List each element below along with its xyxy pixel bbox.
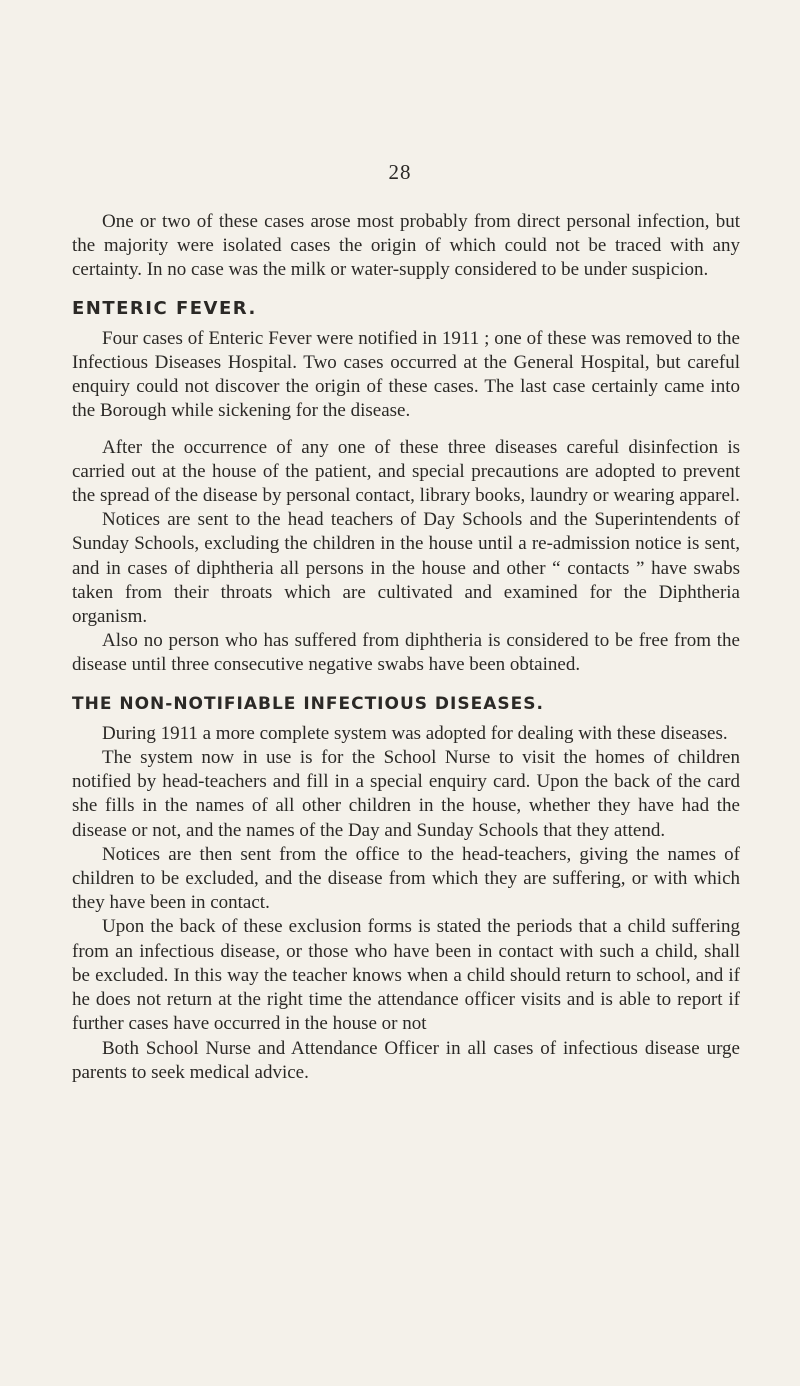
non-notifiable-paragraph-1: During 1911 a more complete system was adopted for dealing with these diseases. (102, 722, 728, 744)
non-notifiable-paragraph-3: Notices are then sent from the office to the head-teachers, giving the names of children to be excluded, and the disease from which they are suffering, or with which they have been in contact. (72, 843, 740, 914)
enteric-paragraph-2: After the occurrence of any one of these three diseases careful disinfection is carried out at the house of the patient, and special precautions are adopted to prevent the spread of the disease by personal contact, library books, laundry or wearing apparel. (72, 436, 740, 507)
non-notifiable-paragraph-5: Both School Nurse and Attendance Officer in all cases of infectious disease urge parents to seek medical advice. (72, 1037, 740, 1083)
enteric-paragraph-4: Also no person who has suffered from diphtheria is considered to be free from the disease until three consecutive negative swabs have been obtained. (72, 630, 740, 676)
intro-paragraph: One or two of these cases arose most probably from direct personal infection, but the majority were isolated cases the origin of which could not be traced with any certainty. In no case was the milk or water-supply considered to be under suspicion. (72, 211, 740, 281)
page-number: 28 (388, 160, 412, 184)
page-body (72, 210, 740, 1085)
enteric-paragraph-3: Notices are sent to the head teachers of Day Schools and the Superintendents of Sunday Schools, excluding the children in the house until a re-admission notice is sent, and in cases of diphtheria all persons in the house and other “ contacts ” have swabs taken from their throats which are cultivated and examined for the Diphtheria organism. (72, 509, 740, 628)
section-heading-enteric-fever: ENTERIC FEVER. (72, 297, 257, 319)
non-notifiable-paragraph-2: The system now in use is for the School Nurse to visit the homes of children notified by head-teachers and fill in a special enquiry card. Upon the back of the card she fills in the names of all other children in the house, whether they have had the disease or not, and the names of the Day and Sunday Schools that they attend. (72, 747, 740, 841)
enteric-paragraph-1: Four cases of Enteric Fever were notified in 1911 ; one of these was removed to the Infectious Diseases Hospital. Two cases occurred at the General Hospital, but careful enquiry could not discover the origin of these cases. The last case certainly came into the Borough while sickening for the disease. (72, 327, 740, 422)
section-heading-non-notifiable: THE NON-NOTIFIABLE INFECTIOUS DISEASES. (72, 693, 544, 714)
non-notifiable-paragraph-4: Upon the back of these exclusion forms is stated the periods that a child suffering from an infectious disease, or those who have been in contact with such a child, shall be excluded. In this way the teacher knows when a child should return to school, and if he does not return at the right time the attendance officer visits and is able to report if further cases have occurred in the house or not (72, 916, 740, 1035)
